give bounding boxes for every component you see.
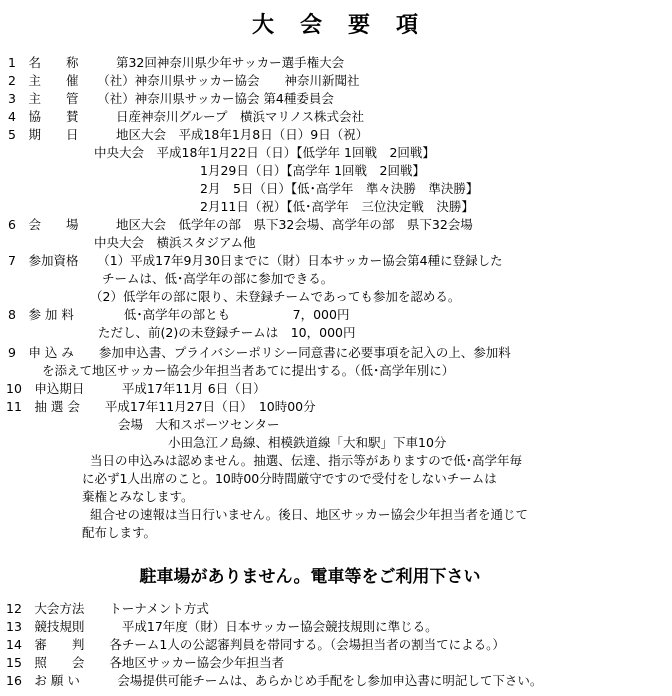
page-title: 大 会 要 項 xyxy=(251,13,420,38)
item-3-manager: 3 主 管 （社）神奈川県サッカー協会 第4種委員会 xyxy=(8,91,334,106)
item-8-fee-note: ただし、前(2)の未登録チームは 10，000円 xyxy=(98,325,356,340)
item-5-dates: 5 期 日 地区大会 平成18年1月8日（日）9日（祝） xyxy=(8,127,369,142)
item-5-dates-central: 中央大会 平成18年1月22日（日）【低学年 1回戦 2回戦】 xyxy=(94,145,435,160)
item-16-request: 16 お 願 い 会場提供可能チームは、あらかじめ手配をし参加申込書に明記して下さい。 xyxy=(6,673,543,688)
item-11-draw-venue: 会場 大和スポーツセンター xyxy=(118,417,280,432)
item-6-venue-central: 中央大会 横浜スタジアム他 xyxy=(94,235,256,250)
item-9-application-cont: を添えて地区サッカー協会少年担当者あてに提出する。（低･高学年別に） xyxy=(42,363,455,378)
item-5-dates-feb5: 2月 5日（日）【低･高学年 準々決勝 準決勝】 xyxy=(200,181,479,196)
item-11-note-5: 配布します。 xyxy=(82,525,157,540)
item-5-dates-jan29: 1月29日（日）【高学年 1回戦 2回戦】 xyxy=(200,163,425,178)
item-7-eligibility: 7 参加資格 （1）平成17年9月30日までに（財）日本サッカー協会第4種に登録した xyxy=(8,253,503,268)
item-13-rules: 13 競技規則 平成17年度（財）日本サッカー協会競技規則に準じる。 xyxy=(6,619,438,634)
item-11-note-3: 棄権とみなします。 xyxy=(82,489,194,504)
parking-notice: 駐車場がありません。電車等をご利用下さい xyxy=(139,567,481,587)
item-10-deadline: 10 申込期日 平成17年11月 6日（日） xyxy=(6,381,266,396)
item-11-note-4: 組合せの速報は当日行いません。後日、地区サッカー協会少年担当者を通じて xyxy=(90,507,529,522)
item-14-referee: 14 審 判 各チーム1人の公認審判員を帯同する。（会場担当者の割当てによる。） xyxy=(6,637,505,652)
item-15-inquiry: 15 照 会 各地区サッカー協会少年担当者 xyxy=(6,655,285,670)
item-1-name: 1 名 称 第32回神奈川県少年サッカー選手権大会 xyxy=(8,55,345,70)
item-11-draw: 11 抽 選 会 平成17年11月27日（日） 10時00分 xyxy=(6,399,316,414)
item-11-note-2: に必ず1人出席のこと。10時00分時間厳守ですので受付をしないチームは xyxy=(82,471,497,486)
item-5-dates-feb11: 2月11日（祝）【低･高学年 三位決定戦 決勝】 xyxy=(200,199,474,214)
item-2-organizer: 2 主 催 （社）神奈川県サッカー協会 神奈川新聞社 xyxy=(8,73,360,88)
item-7-eligibility-cont: チームは、低･高学年の部に参加できる。 xyxy=(102,271,334,286)
item-9-application: 9 申 込 み 参加申込書、プライバシーポリシー同意書に必要事項を記入の上、参加料 xyxy=(8,345,511,360)
item-7-eligibility-2: （2）低学年の部に限り、未登録チームであっても参加を認める。 xyxy=(90,289,461,304)
item-12-format: 12 大会方法 トーナメント方式 xyxy=(6,601,209,616)
item-6-venue: 6 会 場 地区大会 低学年の部 県下32会場、高学年の部 県下32会場 xyxy=(8,217,473,232)
item-11-draw-access: 小田急江ノ島線、相模鉄道線「大和駅」下車10分 xyxy=(168,435,447,450)
item-8-fee: 8 参 加 料 低･高学年の部とも 7，000円 xyxy=(8,307,350,322)
item-4-sponsor: 4 協 賛 日産神奈川グループ 横浜マリノス株式会社 xyxy=(8,109,364,124)
item-11-note-1: 当日の申込みは認めません。抽選、伝達、指示等がありますので低･高学年毎 xyxy=(90,453,523,468)
